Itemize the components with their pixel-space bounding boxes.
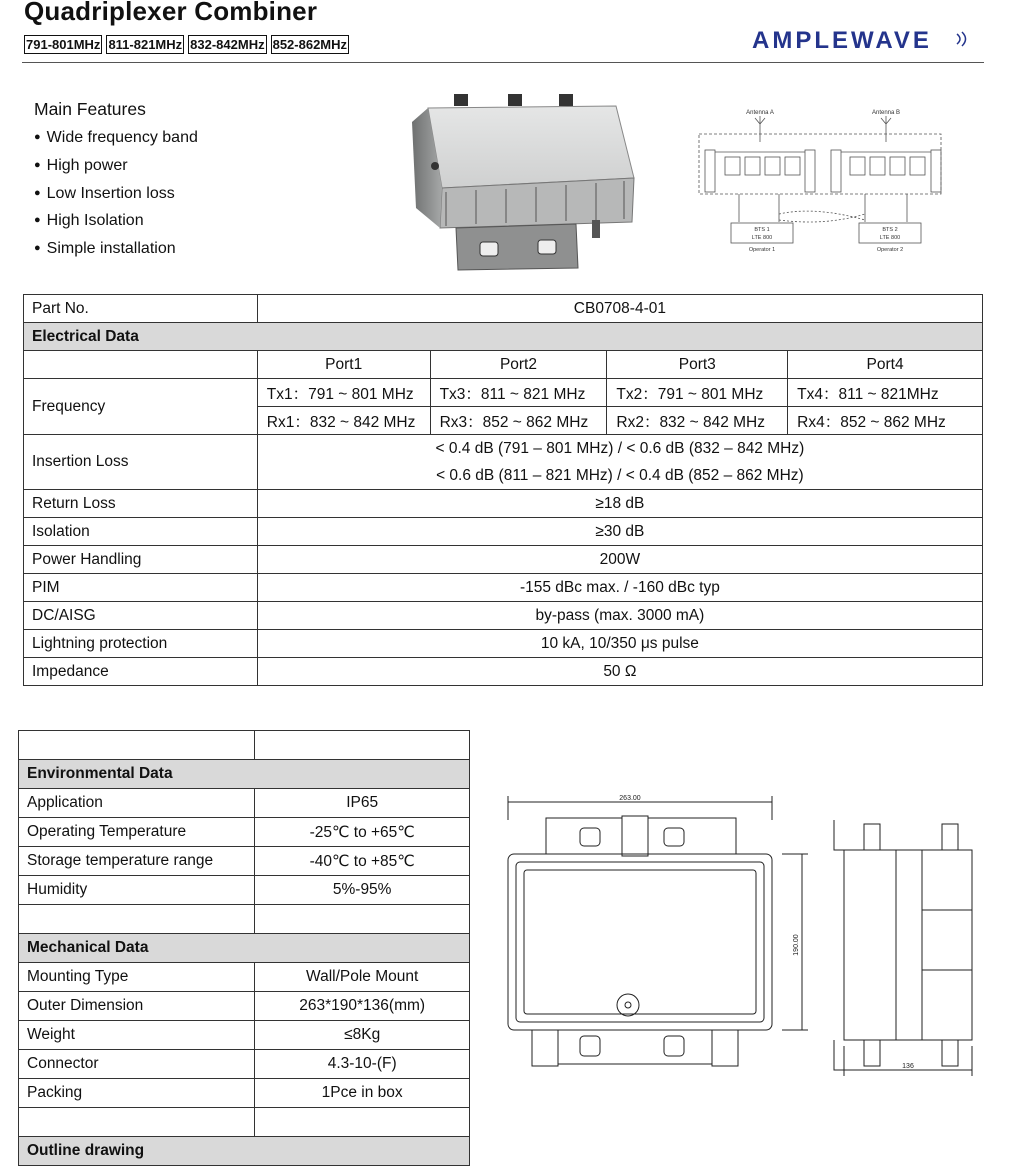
spec-label: Power Handling bbox=[24, 546, 258, 574]
insertion-loss-value: < 0.6 dB (811 – 821 MHz) / < 0.4 dB (852 – 862 MHz) bbox=[257, 462, 982, 490]
band-label: 791-801MHz bbox=[26, 37, 101, 52]
spec-label: Humidity bbox=[19, 876, 255, 905]
section-row bbox=[19, 1137, 470, 1166]
spec-label: Application bbox=[19, 789, 255, 818]
empty-cell bbox=[19, 731, 255, 760]
insertion-loss-value: < 0.4 dB (791 – 801 MHz) / < 0.6 dB (832 – 842 MHz) bbox=[257, 435, 982, 463]
table-row bbox=[19, 731, 470, 760]
table-row bbox=[24, 379, 983, 407]
antenna-b-label: Antenna B bbox=[871, 110, 901, 116]
rx-frequency: Rx1：832 ~ 842 MHz bbox=[257, 407, 430, 435]
rx-frequency: Rx2：832 ~ 842 MHz bbox=[607, 407, 788, 435]
table-row bbox=[24, 295, 983, 323]
main-features bbox=[34, 99, 198, 263]
port-header: Port3 bbox=[607, 351, 788, 379]
table-row bbox=[24, 435, 983, 463]
spec-label: Outer Dimension bbox=[19, 992, 255, 1021]
depth-dimension: 136 bbox=[902, 1063, 914, 1070]
outline-drawing bbox=[498, 790, 988, 1080]
rx-frequency: Rx4：852 ~ 862 MHz bbox=[788, 407, 983, 435]
table-row bbox=[19, 847, 470, 876]
section-row bbox=[19, 760, 470, 789]
empty-cell bbox=[19, 905, 255, 934]
empty-cell bbox=[255, 905, 470, 934]
table-row bbox=[24, 518, 983, 546]
spec-value: ≥18 dB bbox=[257, 490, 982, 518]
spec-label: PIM bbox=[24, 574, 258, 602]
tx-frequency: Tx2：791 ~ 801 MHz bbox=[607, 379, 788, 407]
insertion-loss-label: Insertion Loss bbox=[24, 435, 258, 490]
block-diagram bbox=[695, 102, 945, 258]
bts1-tech-label: LTE 800 bbox=[751, 235, 773, 241]
table-row bbox=[19, 1079, 470, 1108]
section-title: Mechanical Data bbox=[19, 934, 470, 963]
spec-value: -25℃ to +65℃ bbox=[255, 818, 470, 847]
spec-value: 10 kA, 10/350 μs pulse bbox=[257, 630, 982, 658]
environmental-mechanical-table bbox=[18, 730, 470, 1166]
table-row bbox=[19, 818, 470, 847]
bts2-tech-label: LTE 800 bbox=[879, 235, 901, 241]
spec-label: Operating Temperature bbox=[19, 818, 255, 847]
table-row bbox=[24, 351, 983, 379]
band-label: 852-862MHz bbox=[272, 37, 348, 52]
antenna-a-label: Antenna A bbox=[746, 110, 774, 116]
spec-label: Lightning protection bbox=[24, 630, 258, 658]
spec-label: Connector bbox=[19, 1050, 255, 1079]
spec-value: 50 Ω bbox=[257, 658, 982, 686]
feature-item: ● Wide frequency band bbox=[34, 124, 198, 152]
table-row bbox=[19, 992, 470, 1021]
table-row bbox=[19, 1108, 470, 1137]
spec-value: IP65 bbox=[255, 789, 470, 818]
spec-label: Storage temperature range bbox=[19, 847, 255, 876]
section-title: Environmental Data bbox=[19, 760, 470, 789]
band-list bbox=[24, 35, 349, 54]
table-row bbox=[19, 963, 470, 992]
spec-value: -40℃ to +85℃ bbox=[255, 847, 470, 876]
spec-value: 263*190*136(mm) bbox=[255, 992, 470, 1021]
operator1-label: Operator 1 bbox=[748, 247, 776, 253]
part-no-value: CB0708-4-01 bbox=[257, 295, 982, 323]
section-row bbox=[24, 323, 983, 351]
empty-cell bbox=[255, 731, 470, 760]
table-row bbox=[19, 905, 470, 934]
brand-logo: AMPLEWAVE bbox=[752, 27, 932, 54]
section-row bbox=[19, 934, 470, 963]
table-row bbox=[24, 602, 983, 630]
operator2-label: Operator 2 bbox=[876, 247, 904, 253]
band-label: 811-821MHz bbox=[108, 37, 183, 52]
feature-item: ● High Isolation bbox=[34, 207, 198, 235]
spec-value: 4.3-10-(F) bbox=[255, 1050, 470, 1079]
frequency-label: Frequency bbox=[24, 379, 258, 435]
bts2-label: BTS 2 bbox=[882, 227, 898, 233]
table-row bbox=[24, 658, 983, 686]
feature-item: ● Simple installation bbox=[34, 235, 198, 263]
empty-cell bbox=[255, 1108, 470, 1137]
header-divider bbox=[22, 62, 984, 63]
spec-label: DC/AISG bbox=[24, 602, 258, 630]
features-heading: Main Features bbox=[34, 99, 146, 119]
spec-value: -155 dBc max. / -160 dBc typ bbox=[257, 574, 982, 602]
port-header: Port2 bbox=[430, 351, 607, 379]
spec-label: Isolation bbox=[24, 518, 258, 546]
spec-value: ≤8Kg bbox=[255, 1021, 470, 1050]
table-row bbox=[19, 789, 470, 818]
table-row bbox=[24, 546, 983, 574]
logo-waves-icon bbox=[955, 30, 971, 48]
empty-cell bbox=[19, 1108, 255, 1137]
product-photo bbox=[406, 92, 642, 272]
section-title: Outline drawing bbox=[19, 1137, 470, 1166]
table-row bbox=[24, 574, 983, 602]
spec-label: Mounting Type bbox=[19, 963, 255, 992]
height-dimension: 190.00 bbox=[793, 934, 800, 956]
table-row bbox=[19, 876, 470, 905]
spec-label: Impedance bbox=[24, 658, 258, 686]
tx-frequency: Tx4：811 ~ 821MHz bbox=[788, 379, 983, 407]
spec-value: by-pass (max. 3000 mA) bbox=[257, 602, 982, 630]
spec-value: ≥30 dB bbox=[257, 518, 982, 546]
spec-value: 5%-95% bbox=[255, 876, 470, 905]
spec-value: 200W bbox=[257, 546, 982, 574]
spec-label: Weight bbox=[19, 1021, 255, 1050]
spec-value: Wall/Pole Mount bbox=[255, 963, 470, 992]
page-title: Quadriplexer Combiner bbox=[24, 0, 318, 26]
spec-label: Packing bbox=[19, 1079, 255, 1108]
spec-label: Return Loss bbox=[24, 490, 258, 518]
table-row bbox=[24, 630, 983, 658]
empty-cell bbox=[24, 351, 258, 379]
spec-value: 1Pce in box bbox=[255, 1079, 470, 1108]
table-row bbox=[19, 1050, 470, 1079]
feature-item: ● High power bbox=[34, 152, 198, 180]
tx-frequency: Tx3：811 ~ 821 MHz bbox=[430, 379, 607, 407]
width-dimension: 263.00 bbox=[619, 795, 641, 802]
bts1-label: BTS 1 bbox=[754, 227, 770, 233]
band-label: 832-842MHz bbox=[190, 37, 265, 52]
feature-item: ● Low Insertion loss bbox=[34, 180, 198, 208]
tx-frequency: Tx1：791 ~ 801 MHz bbox=[257, 379, 430, 407]
section-title: Electrical Data bbox=[24, 323, 983, 351]
rx-frequency: Rx3：852 ~ 862 MHz bbox=[430, 407, 607, 435]
port-header: Port1 bbox=[257, 351, 430, 379]
electrical-data-table bbox=[23, 294, 983, 686]
table-row bbox=[24, 490, 983, 518]
port-header: Port4 bbox=[788, 351, 983, 379]
part-no-label: Part No. bbox=[24, 295, 258, 323]
table-row bbox=[19, 1021, 470, 1050]
